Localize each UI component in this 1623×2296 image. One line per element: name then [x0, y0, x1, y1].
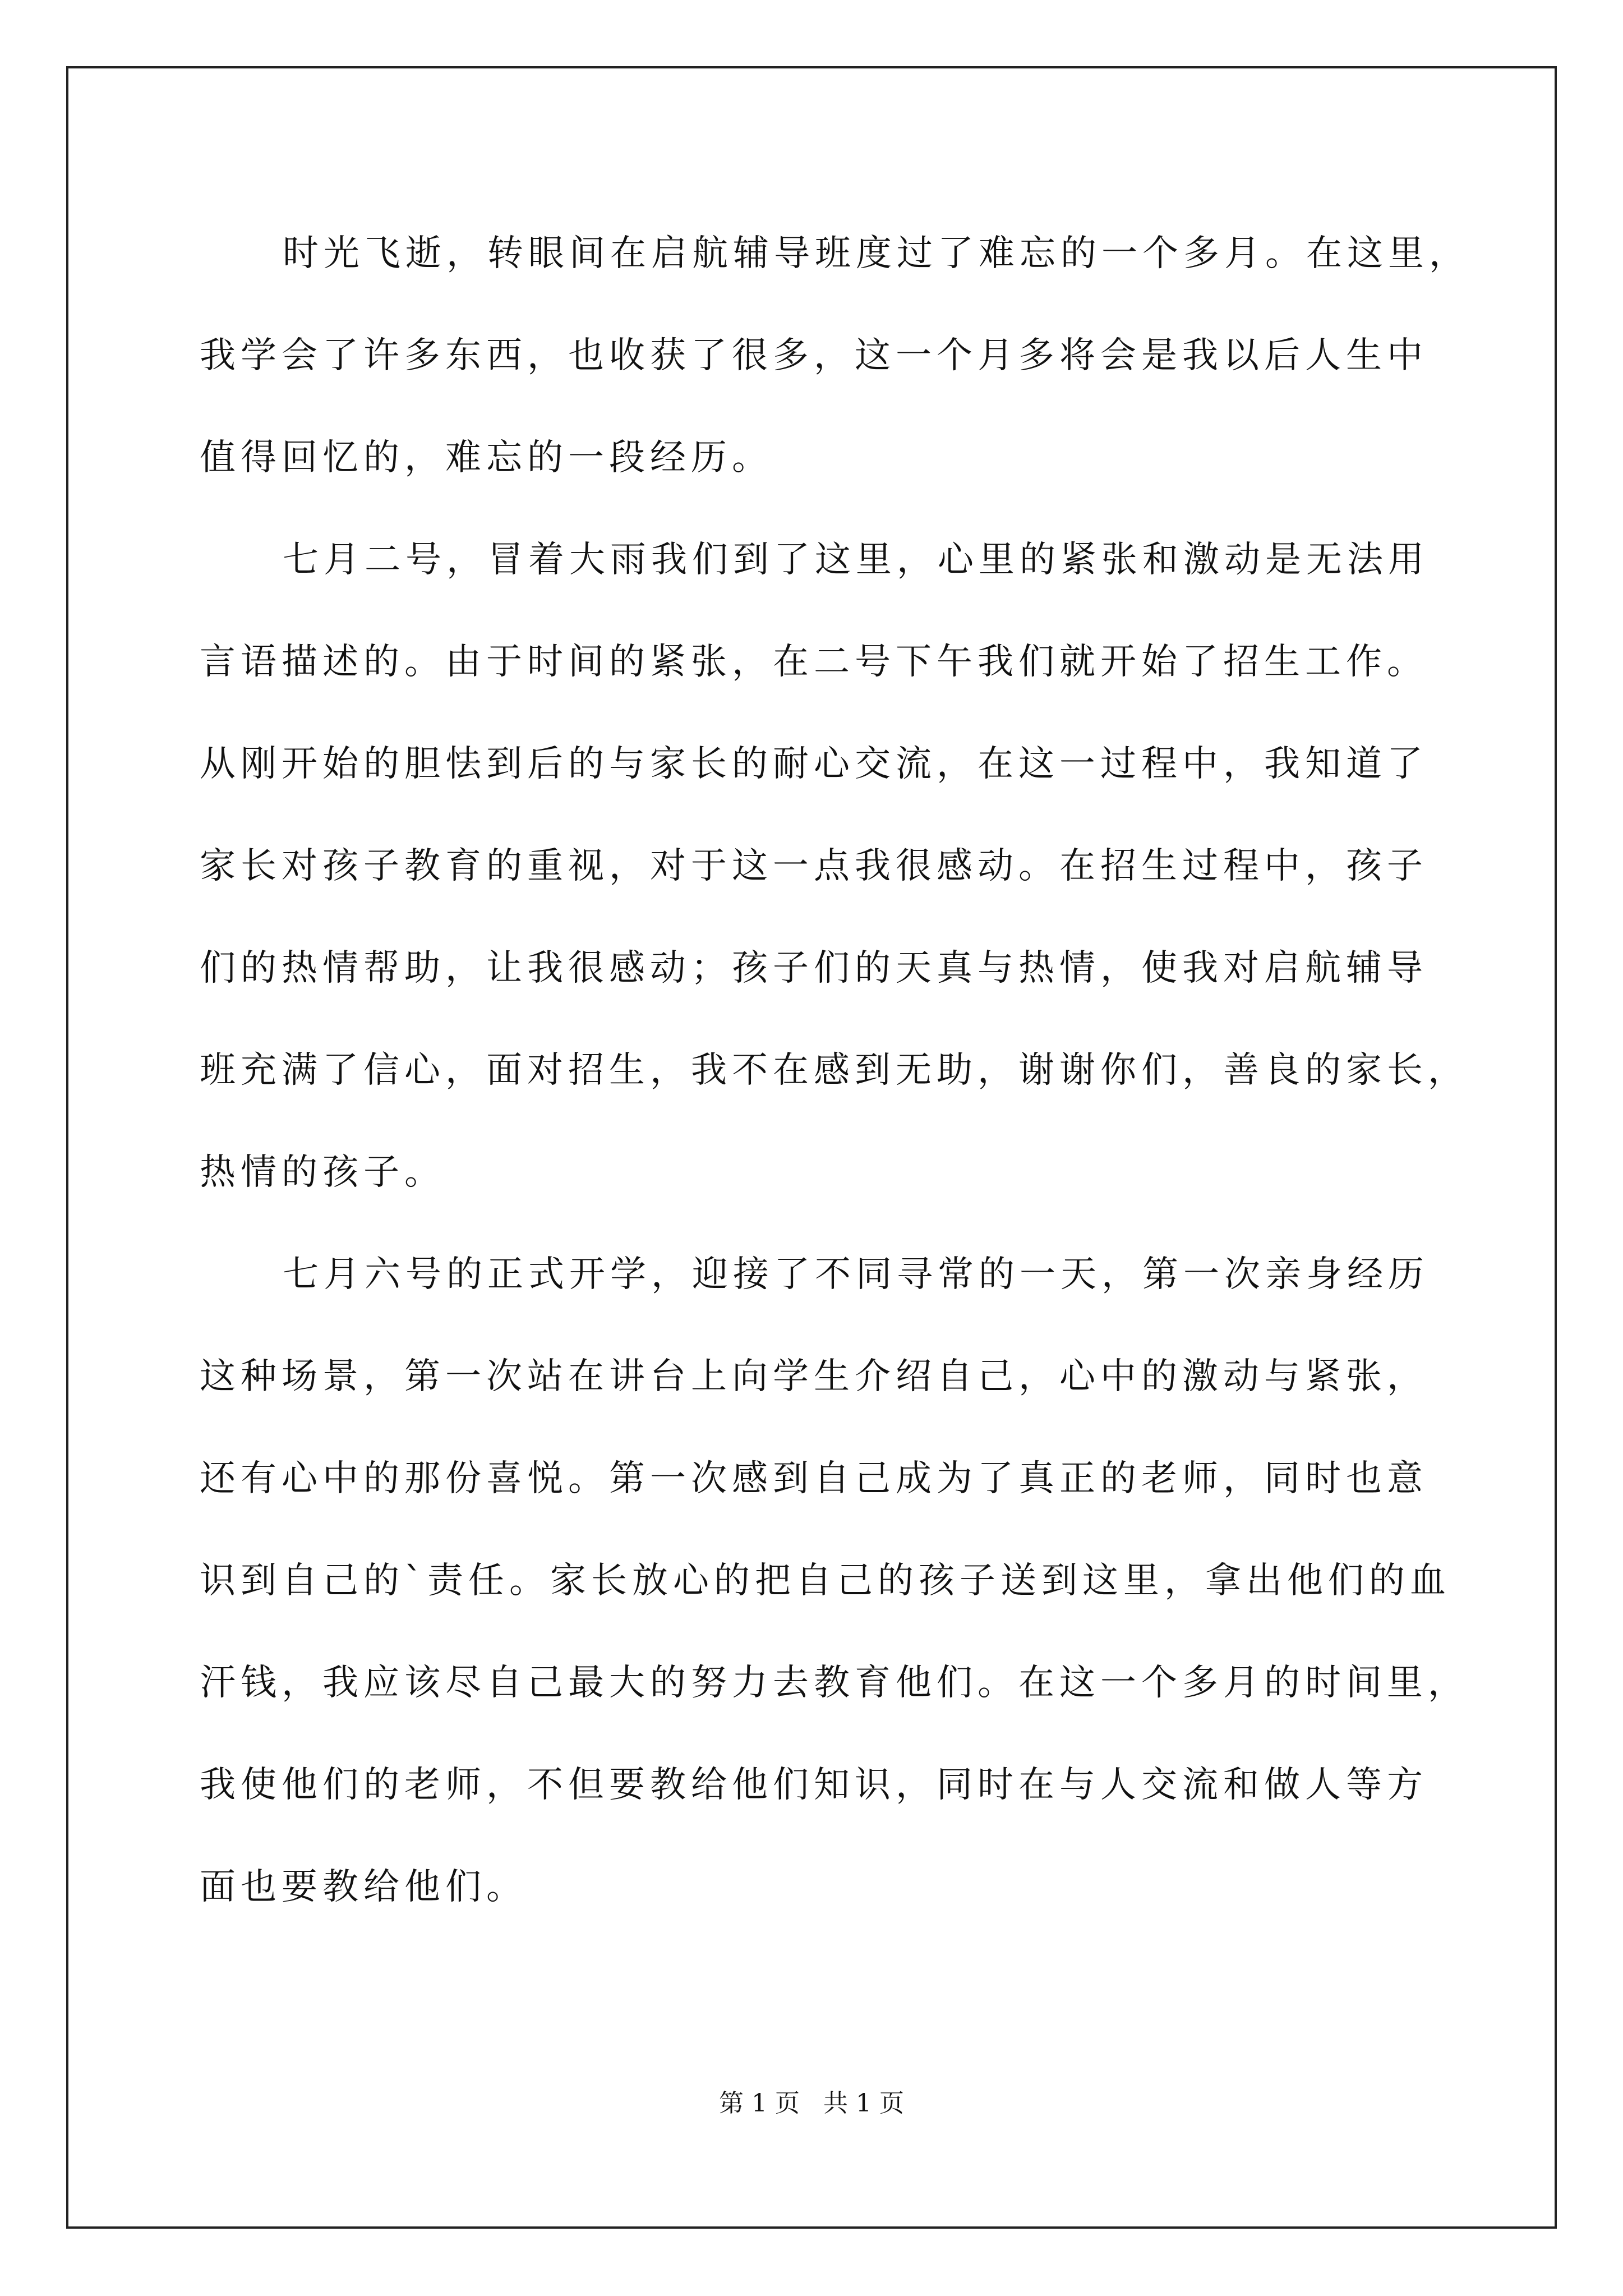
text-line: 识到自己的`责任。家长放心的把自己的孩子送到这里，拿出他们的血 — [200, 1560, 1451, 1602]
text-line: 时光飞逝，转眼间在启航辅导班度过了难忘的一个多月。在这里， — [283, 233, 1470, 274]
text-line: 热情的孩子。 — [200, 1152, 445, 1193]
text-line: 家长对孩子教育的重视，对于这一点我很感动。在招生过程中，孩子 — [200, 845, 1428, 887]
text-line: 班充满了信心，面对招生，我不在感到无助，谢谢你们，善良的家长， — [200, 1050, 1469, 1091]
page-footer: 第 1 页 共 1 页 — [719, 2089, 904, 2118]
text-line: 汗钱，我应该尽自己最大的努力去教育他们。在这一个多月的时间里， — [200, 1662, 1469, 1704]
text-line: 我学会了许多东西，也收获了很多，这一个月多将会是我以后人生中 — [200, 335, 1428, 376]
text-line: 我使他们的老师，不但要教给他们知识，同时在与人交流和做人等方 — [200, 1764, 1428, 1806]
text-line: 七月二号，冒着大雨我们到了这里，心里的紧张和激动是无法用 — [283, 539, 1429, 581]
text-line: 值得回忆的，难忘的一段经历。 — [200, 437, 773, 478]
text-line: 面也要教给他们。 — [200, 1866, 527, 1908]
text-line: 言语描述的。由于时间的紧张，在二号下午我们就开始了招生工作。 — [200, 641, 1428, 683]
text-line: 这种场景，第一次站在讲台上向学生介绍自己，心中的激动与紧张， — [200, 1356, 1428, 1397]
text-line: 从刚开始的胆怯到后的与家长的耐心交流，在这一过程中，我知道了 — [200, 743, 1428, 785]
text-line: 七月六号的正式开学，迎接了不同寻常的一天，第一次亲身经历 — [283, 1254, 1429, 1295]
text-line: 们的热情帮助，让我很感动；孩子们的天真与热情，使我对启航辅导 — [200, 947, 1428, 989]
text-line: 还有心中的那份喜悦。第一次感到自己成为了真正的老师，同时也意 — [200, 1458, 1428, 1499]
